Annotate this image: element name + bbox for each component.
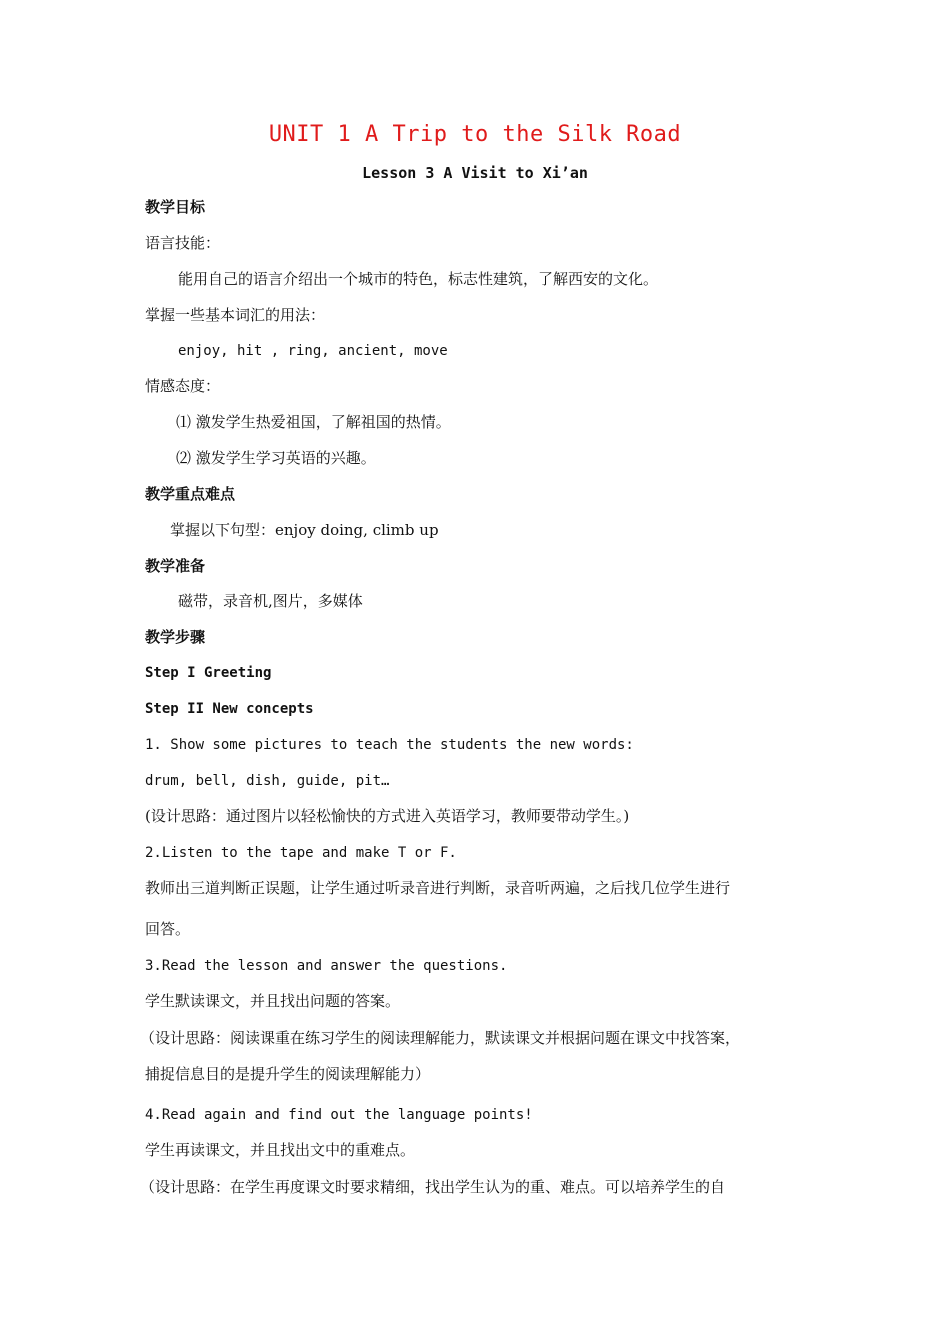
paragraph: 掌握一些基本词汇的用法： [145, 306, 326, 324]
design-note: (设计思路：通过图片以轻松愉快的方式进入英语学习，教师要带动学生。) [145, 807, 630, 825]
section-heading-preparation: 教学准备 [145, 557, 206, 575]
section-heading-steps: 教学步骤 [145, 628, 206, 646]
vocabulary-list: enjoy, hit , ring, ancient, move [178, 343, 448, 359]
vocabulary-list: drum, bell, dish, guide, pit… [145, 773, 390, 789]
document-title: UNIT 1 A Trip to the Silk Road [268, 122, 682, 147]
list-item: ⑵ 激发学生学习英语的兴趣。 [176, 449, 376, 467]
paragraph: 磁带，录音机,图片，多媒体 [178, 592, 363, 610]
design-note: （设计思路：在学生再度课文时要求精细，找出学生认为的重、难点。可以培养学生的自 [140, 1178, 726, 1196]
document-subtitle: Lesson 3 A Visit to Xi’an [362, 164, 588, 182]
paragraph: 掌握以下句型：enjoy doing, climb up [170, 521, 439, 539]
design-note: （设计思路：阅读课重在练习学生的阅读理解能力，默读课文并根据问题在课文中找答案， [140, 1029, 741, 1047]
paragraph: 4.Read again and find out the language points! [145, 1107, 533, 1123]
paragraph: 学生默读课文，并且找出问题的答案。 [145, 992, 401, 1010]
paragraph: 1. Show some pictures to teach the students the new words: [145, 737, 634, 753]
step-heading: Step I Greeting [145, 665, 272, 681]
paragraph: 2.Listen to the tape and make T or F. [145, 845, 457, 861]
paragraph: 能用自己的语言介绍出一个城市的特色，标志性建筑，了解西安的文化。 [178, 270, 659, 288]
paragraph: 教师出三道判断正误题，让学生通过听录音进行判断，录音听两遍，之后找几位学生进行 [145, 879, 731, 897]
list-item: ⑴ 激发学生热爱祖国，了解祖国的热情。 [176, 413, 451, 431]
paragraph: 学生再读课文，并且找出文中的重难点。 [145, 1141, 416, 1159]
section-heading-key-points: 教学重点难点 [145, 485, 236, 503]
paragraph: 回答。 [145, 920, 191, 938]
paragraph: 3.Read the lesson and answer the questions. [145, 958, 508, 974]
paragraph: 语言技能： [145, 234, 221, 252]
paragraph: 情感态度： [145, 377, 221, 395]
step-heading: Step II New concepts [145, 701, 314, 717]
section-heading-objectives: 教学目标 [145, 198, 206, 216]
design-note: 捕捉信息目的是提升学生的阅读理解能力） [145, 1065, 431, 1083]
